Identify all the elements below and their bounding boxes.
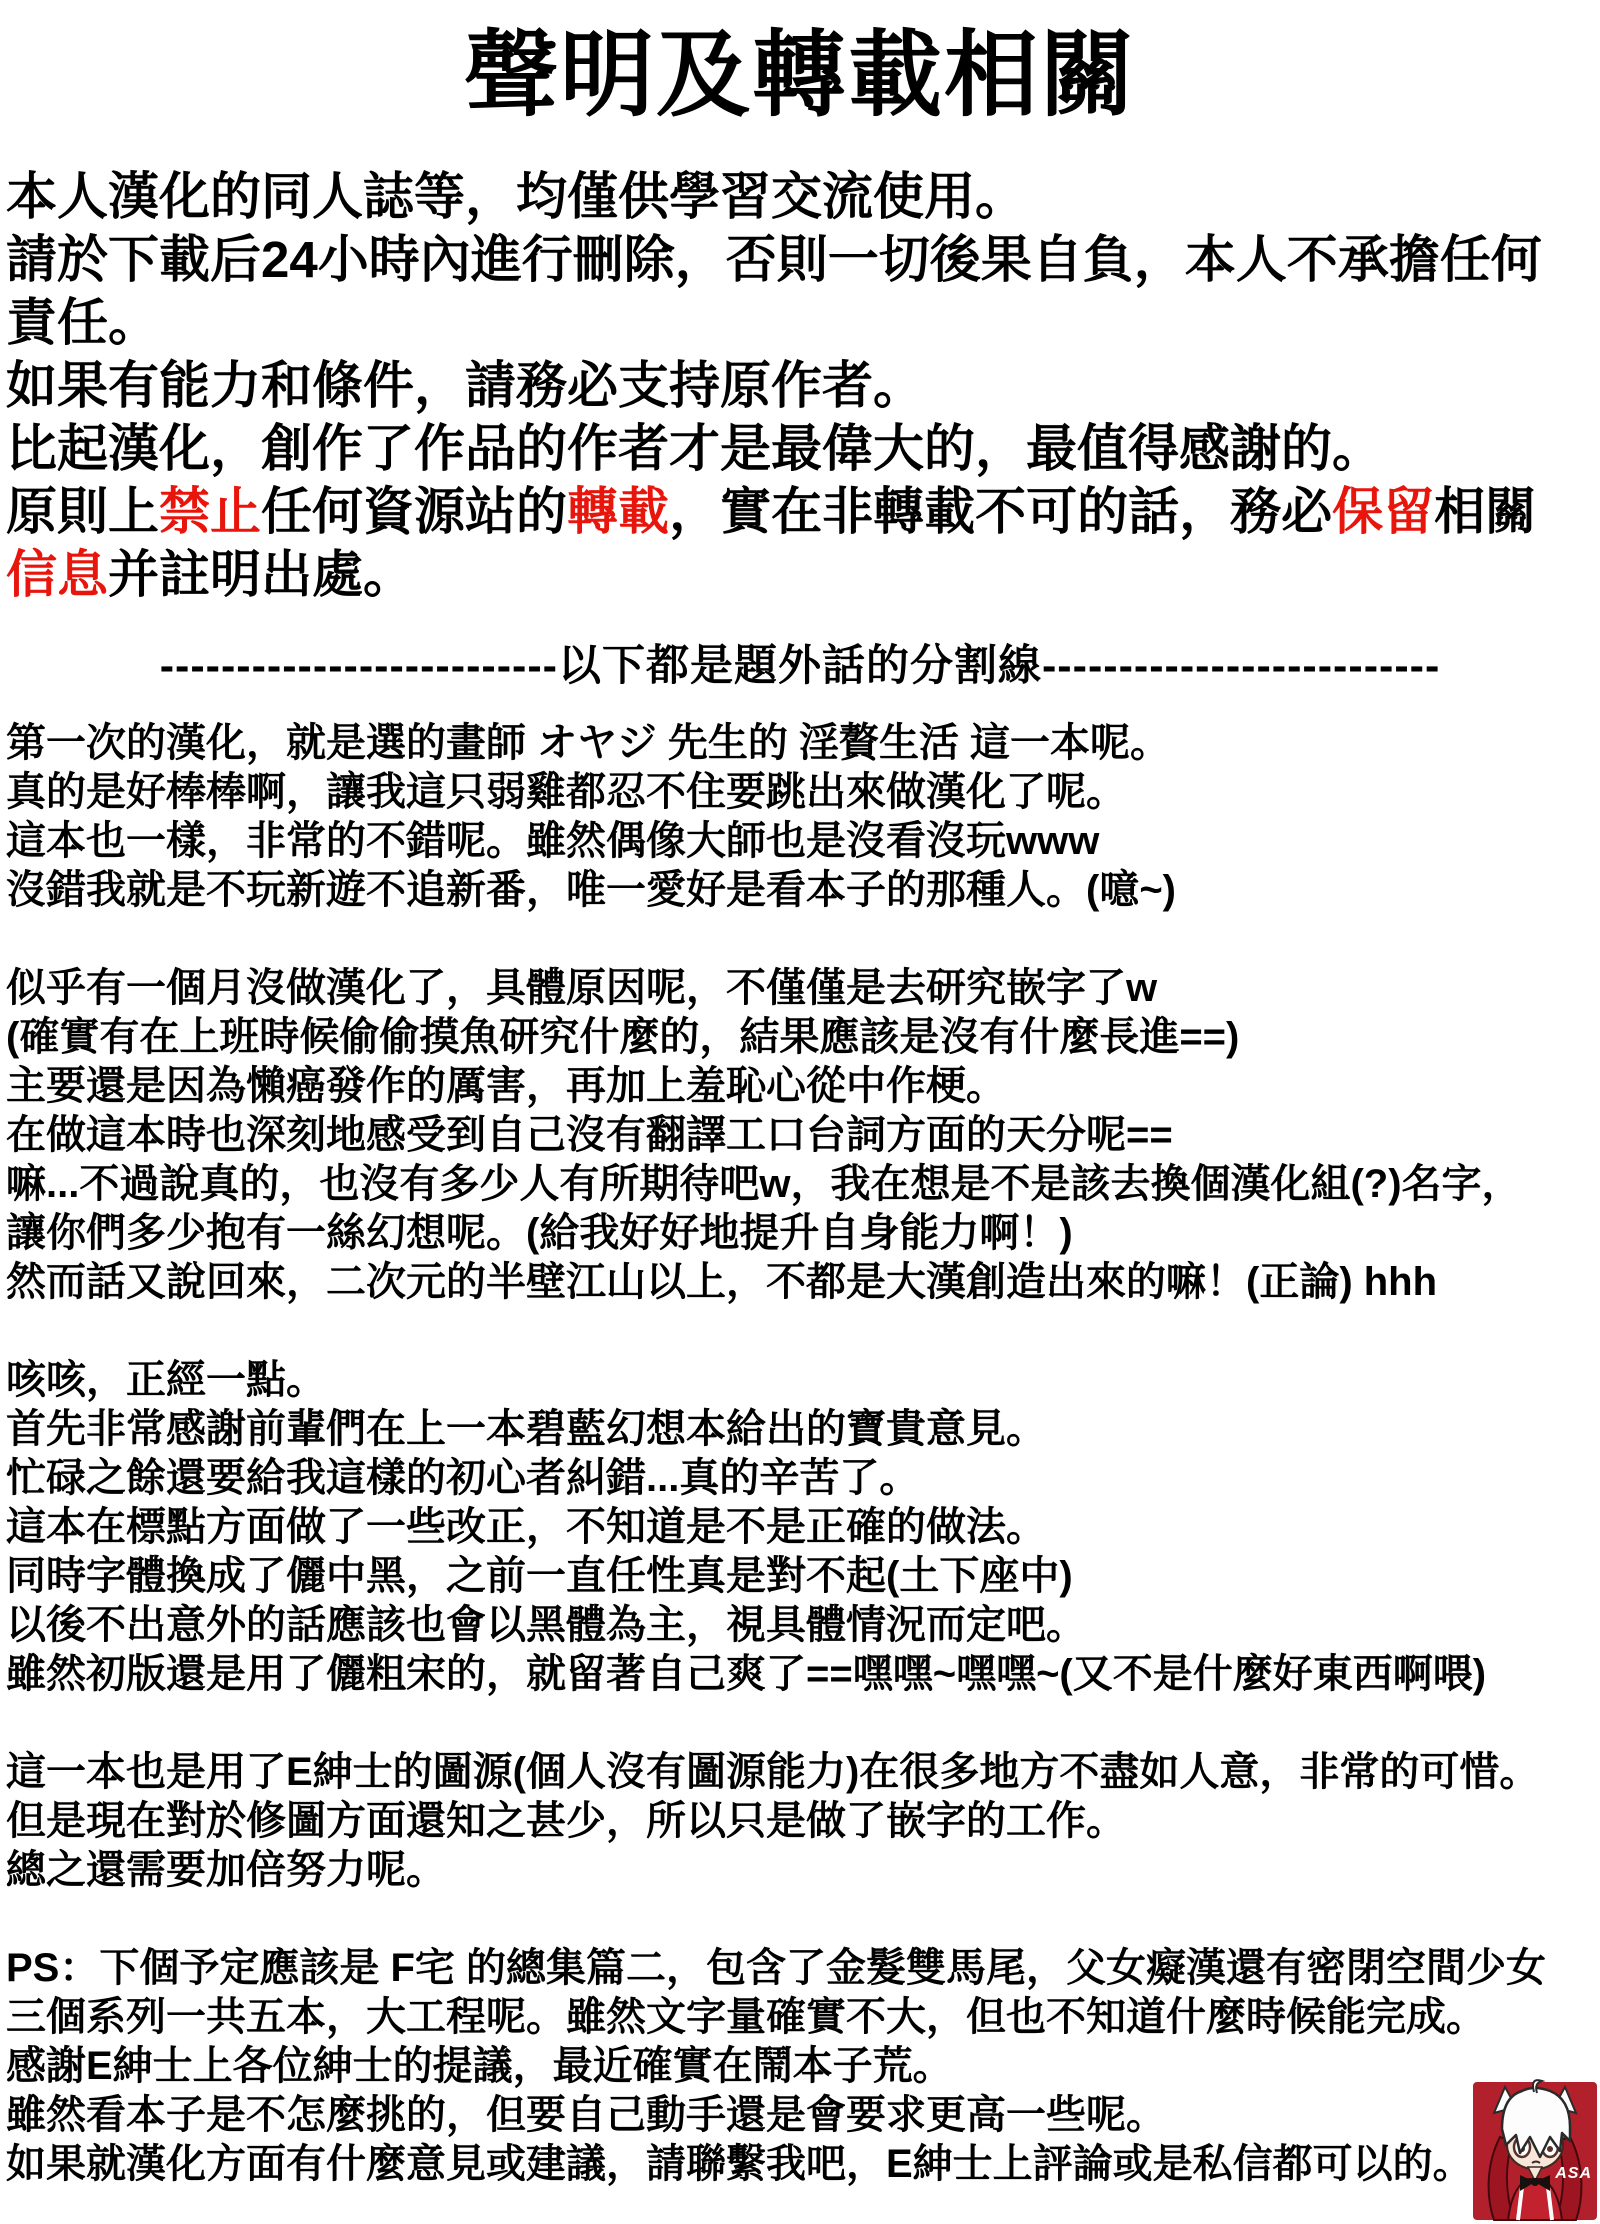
- text-line: [6, 1797, 1594, 1846]
- text-segment: 同時字體換成了儷中黑，之前一直任性真是對不起(土下座中): [6, 1554, 1073, 1599]
- text-segment: 這一本也是用了E紳士的圖源(個人沒有圖源能力)在很多地方不盡如人意，非常的可惜。: [6, 1750, 1540, 1795]
- text-line: [6, 719, 1594, 768]
- text-segment: 第一次的漢化，就是選的畫師 オヤジ 先生的 淫贅生活 這一本呢。: [6, 721, 1171, 766]
- notes-sections: [0, 719, 1600, 2189]
- highlighted-text: 保留: [1332, 483, 1435, 541]
- text-line: [6, 1846, 1594, 1895]
- serious-thanks-section: [0, 1356, 1600, 1699]
- text-line: [6, 2140, 1594, 2189]
- divider-line: --------------------------以下都是題外話的分割線--------------------------: [159, 642, 1441, 691]
- text-segment: 嘛...不過說真的，也沒有多少人有所期待吧w，我在想是不是該去換個漢化組(?)名字，: [6, 1162, 1522, 1207]
- text-segment: 似乎有一個月沒做漢化了，具體原因呢，不僅僅是去研究嵌字了w: [6, 966, 1158, 1011]
- text-line: [6, 964, 1594, 1013]
- image-source-section: [0, 1748, 1600, 1895]
- text-line: [6, 1944, 1594, 1993]
- text-segment: 比起漢化，創作了作品的作者才是最偉大的，最值得感謝的。: [6, 420, 1384, 478]
- text-line: [6, 1356, 1594, 1405]
- hiatus-reasons-section: [0, 964, 1600, 1307]
- mascot-asa-label: ASA: [1555, 2165, 1592, 2182]
- text-segment: 雖然初版還是用了儷粗宋的，就留著自己爽了==嘿嘿~嘿嘿~(又不是什麼好東西啊喂): [6, 1652, 1487, 1697]
- text-segment: 讓你們多少抱有一絲幻想呢。(給我好好地提升自身能力啊！): [6, 1211, 1073, 1256]
- page-title: 聲明及轉載相關: [463, 22, 1136, 127]
- text-line: [6, 228, 1594, 291]
- text-segment: 并註明出處。: [108, 546, 415, 604]
- text-line: [6, 1993, 1594, 2042]
- text-segment: 以後不出意外的話應該也會以黑體為主，視具體情況而定吧。: [6, 1603, 1086, 1648]
- mascot-avatar: [1470, 2079, 1600, 2222]
- text-line: [6, 165, 1594, 228]
- text-segment: 原則上: [6, 483, 160, 541]
- text-segment: 總之還需要加倍努力呢。: [6, 1848, 446, 1893]
- first-translation-section: [0, 719, 1600, 915]
- text-segment: 然而話又說回來，二次元的半壁江山以上，不都是大漢創造出來的嘛！(正論) hhh: [6, 1260, 1438, 1305]
- highlighted-text: 轉載: [567, 483, 670, 541]
- text-segment: 在做這本時也深刻地感受到自己沒有翻譯工口台詞方面的天分呢==: [6, 1113, 1173, 1158]
- text-line: [6, 2091, 1594, 2140]
- text-segment: 本人漢化的同人誌等，均僅供學習交流使用。: [6, 168, 1027, 226]
- disclaimer-section: [0, 165, 1600, 606]
- text-segment: 這本在標點方面做了一些改正，不知道是不是正確的做法。: [6, 1505, 1046, 1550]
- text-segment: 沒錯我就是不玩新遊不追新番，唯一愛好是看本子的那種人。(噫~): [6, 868, 1176, 913]
- text-segment: 忙碌之餘還要給我這樣的初心者糾錯...真的辛苦了。: [6, 1456, 920, 1501]
- text-segment: 請於下載后24小時內進行刪除，否則一切後果自負，本人不承擔任何: [6, 231, 1542, 289]
- text-line: [6, 1111, 1594, 1160]
- text-segment: 這本也一樣，非常的不錯呢。雖然偶像大師也是沒看沒玩www: [6, 819, 1100, 864]
- text-line: [6, 1454, 1594, 1503]
- highlighted-text: 禁止: [159, 483, 262, 541]
- text-line: [6, 354, 1594, 417]
- text-segment: 感謝E紳士上各位紳士的提議，最近確實在鬧本子荒。: [6, 2044, 953, 2089]
- text-segment: 任何資源站的: [261, 483, 568, 541]
- text-segment: (確實有在上班時候偷偷摸魚研究什麼的，結果應該是沒有什麼長進==): [6, 1015, 1240, 1060]
- text-line: [6, 1552, 1594, 1601]
- text-segment: 主要還是因為懶癌發作的厲害，再加上羞恥心從中作梗。: [6, 1064, 1006, 1109]
- text-segment: 三個系列一共五本，大工程呢。雖然文字量確實不大，但也不知道什麼時候能完成。: [6, 1995, 1486, 2040]
- text-line: [6, 1258, 1594, 1307]
- text-segment: 咳咳，正經一點。: [6, 1358, 326, 1403]
- text-segment: 但是現在對於修圖方面還知之甚少，所以只是做了嵌字的工作。: [6, 1799, 1126, 1844]
- text-line: [6, 1013, 1594, 1062]
- text-segment: 真的是好棒棒啊，讓我這只弱雞都忍不住要跳出來做漢化了呢。: [6, 770, 1126, 815]
- postscript-section: [0, 1944, 1600, 2189]
- text-segment: PS：下個予定應該是 F宅 的總集篇二，包含了金髮雙馬尾，父女癡漢還有密閉空間少女: [6, 1946, 1547, 1991]
- text-segment: 如果就漢化方面有什麼意見或建議，請聯繫我吧，E紳士上評論或是私信都可以的。: [6, 2142, 1473, 2187]
- text-segment: ，實在非轉載不可的話，務必: [669, 483, 1333, 541]
- text-line: [6, 1160, 1594, 1209]
- text-line: [6, 1405, 1594, 1454]
- text-line: [6, 1601, 1594, 1650]
- text-line: [6, 543, 1594, 606]
- text-line: [6, 1650, 1594, 1699]
- text-line: [6, 817, 1594, 866]
- text-segment: 雖然看本子是不怎麼挑的，但要自己動手還是會要求更高一些呢。: [6, 2093, 1166, 2138]
- mascot-illustration: [1470, 2079, 1600, 2222]
- text-segment: 首先非常感謝前輩們在上一本碧藍幻想本給出的寶貴意見。: [6, 1407, 1046, 1452]
- text-line: [6, 417, 1594, 480]
- text-segment: 相關: [1434, 483, 1537, 541]
- text-line: [6, 480, 1594, 543]
- text-line: [6, 1209, 1594, 1258]
- text-line: [6, 2042, 1594, 2091]
- text-line: [6, 768, 1594, 817]
- text-line: [6, 1062, 1594, 1111]
- text-line: [6, 866, 1594, 915]
- text-segment: 責任。: [6, 294, 160, 352]
- text-line: [6, 291, 1594, 354]
- text-line: [6, 1503, 1594, 1552]
- text-line: [6, 1748, 1594, 1797]
- highlighted-text: 信息: [6, 546, 109, 604]
- text-segment: 如果有能力和條件，請務必支持原作者。: [6, 357, 925, 415]
